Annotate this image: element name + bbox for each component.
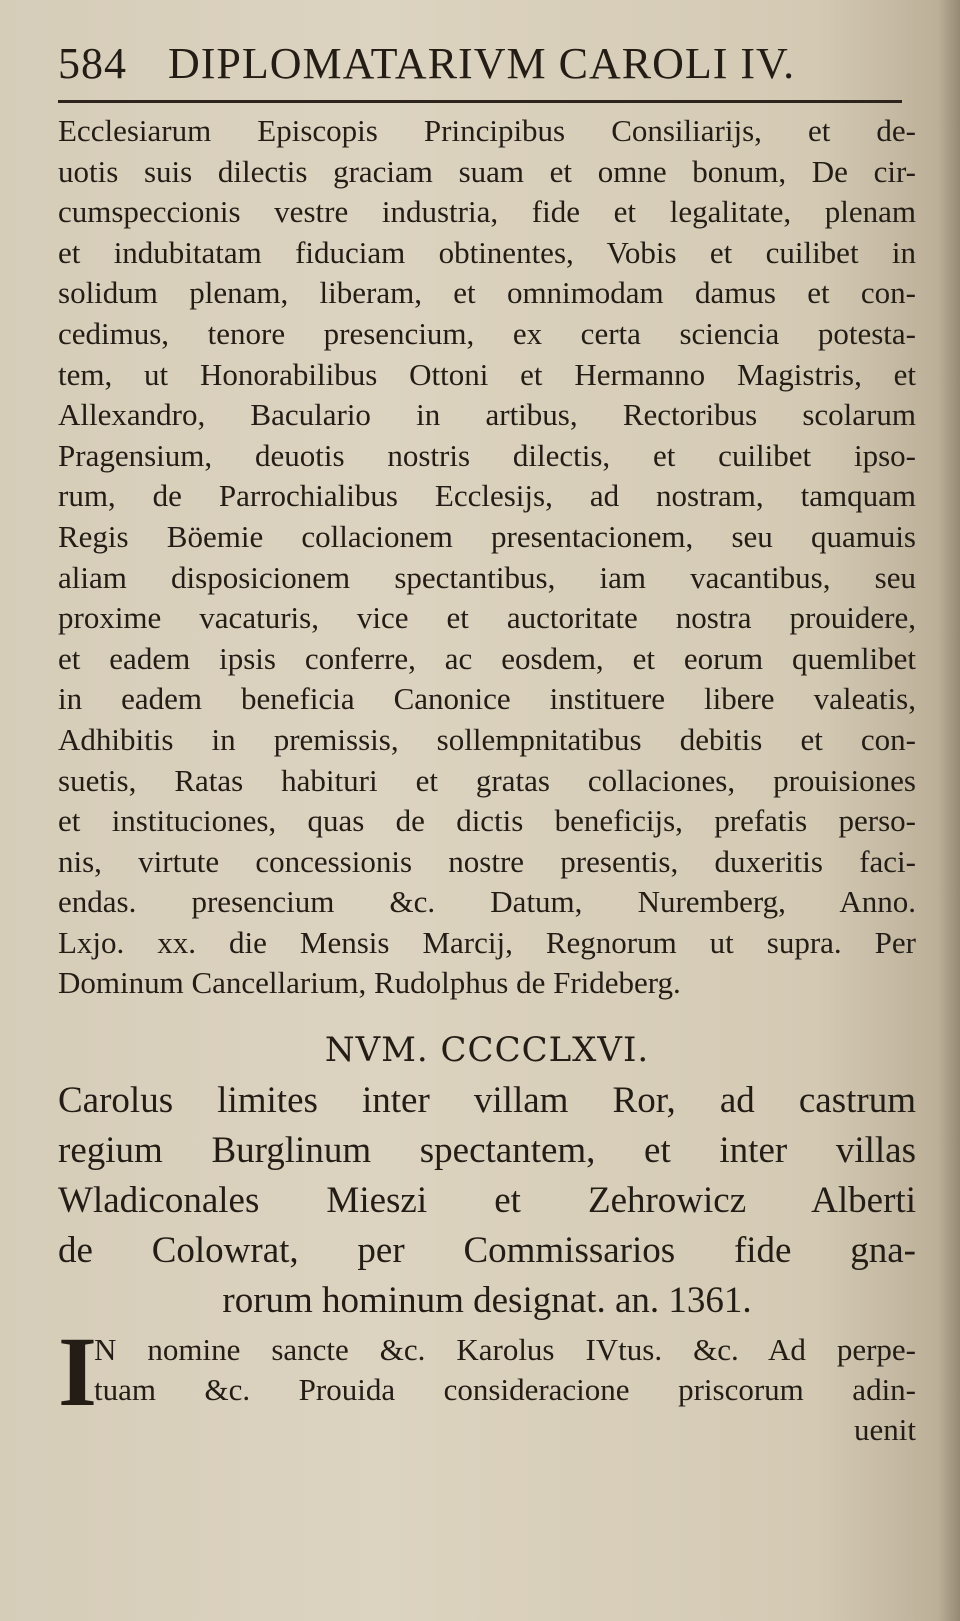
text-line: tem, ut Honorabilibus Ottoni et Hermanno Magistris, et: [58, 356, 916, 392]
summary-line: de Colowrat, per Commissarios fide gna-: [58, 1230, 916, 1272]
text-line: proxime vacaturis, vice et auctoritate nostra prouidere,: [58, 600, 916, 636]
text-line: Allexandro, Baculario in artibus, Rectoribus scolarum: [58, 397, 916, 433]
page-number: 584: [58, 39, 127, 88]
text-line: endas. presencium &c. Datum, Nuremberg, Anno.: [58, 884, 916, 920]
summary-line: Carolus limites inter villam Ror, ad castrum: [58, 1080, 916, 1122]
text-line: in eadem beneficia Canonice instituere libere valeatis,: [58, 681, 916, 717]
text-line: Regis Böemie collacionem presentacionem, seu quamuis: [58, 518, 916, 554]
charter-text: [58, 1316, 916, 1450]
text-line: solidum plenam, liberam, et omnimodam damus et con-: [58, 275, 916, 311]
page-edge-shadow: [938, 0, 960, 1621]
section-summary: [58, 1076, 916, 1326]
text-line: Lxjo. xx. die Mensis Marcij, Regnorum ut supra. Per: [58, 924, 916, 960]
section-number: NVM. CCCCLXVI.: [324, 1030, 650, 1071]
text-line: Adhibitis in premissis, sollempnitatibus debitis et con-: [58, 721, 916, 757]
text-line: et indubitatam fiduciam obtinentes, Vobis et cuilibet in: [58, 234, 916, 270]
text-line: Pragensium, deuotis nostris dilectis, et cuilibet ipso-: [58, 437, 916, 473]
summary-line: Wladiconales Mieszi et Zehrowicz Alberti: [58, 1180, 916, 1222]
text-line: aliam disposicionem spectantibus, iam vacantibus, seu: [58, 559, 916, 595]
text-line: nis, virtute concessionis nostre presentis, duxeritis faci-: [58, 843, 916, 879]
text-line: uotis suis dilectis graciam suam et omne bonum, De cir-: [58, 153, 916, 189]
text-line: Dominum Cancellarium, Rudolphus de Frideberg.: [58, 965, 681, 1001]
text-line: rum, de Parrochialibus Ecclesijs, ad nostram, tamquam: [58, 478, 916, 514]
page-header: [58, 38, 916, 94]
text-line: tuam &c. Prouida consideracione priscorum adin-: [94, 1372, 916, 1408]
text-line: N nomine sancte &c. Karolus IVtus. &c. Ad perpe-: [94, 1332, 916, 1368]
text-line: suetis, Ratas habituri et gratas collaciones, prouisiones: [58, 762, 916, 798]
summary-line: regium Burglinum spectantem, et inter villas: [58, 1130, 916, 1172]
catchword: uenit: [854, 1412, 916, 1448]
document-body: [58, 111, 916, 1004]
text-line: cedimus, tenore presencium, ex certa sciencia potesta-: [58, 315, 916, 351]
text-line: Ecclesiarum Episcopis Principibus Consiliarijs, et de-: [58, 113, 916, 148]
text-line: et eadem ipsis conferre, ac eosdem, et eorum quemlibet: [58, 640, 916, 676]
drop-cap-initial: I: [58, 1316, 97, 1428]
header-rule: [58, 100, 902, 103]
running-title: DIPLOMATARIVM CAROLI IV.: [168, 39, 796, 88]
text-line: cumspeccionis vestre industria, fide et legalitate, plenam: [58, 194, 916, 230]
text-line: et instituciones, quas de dictis beneficijs, prefatis perso-: [58, 803, 916, 839]
summary-line: rorum hominum designat. an. 1361.: [222, 1280, 752, 1322]
